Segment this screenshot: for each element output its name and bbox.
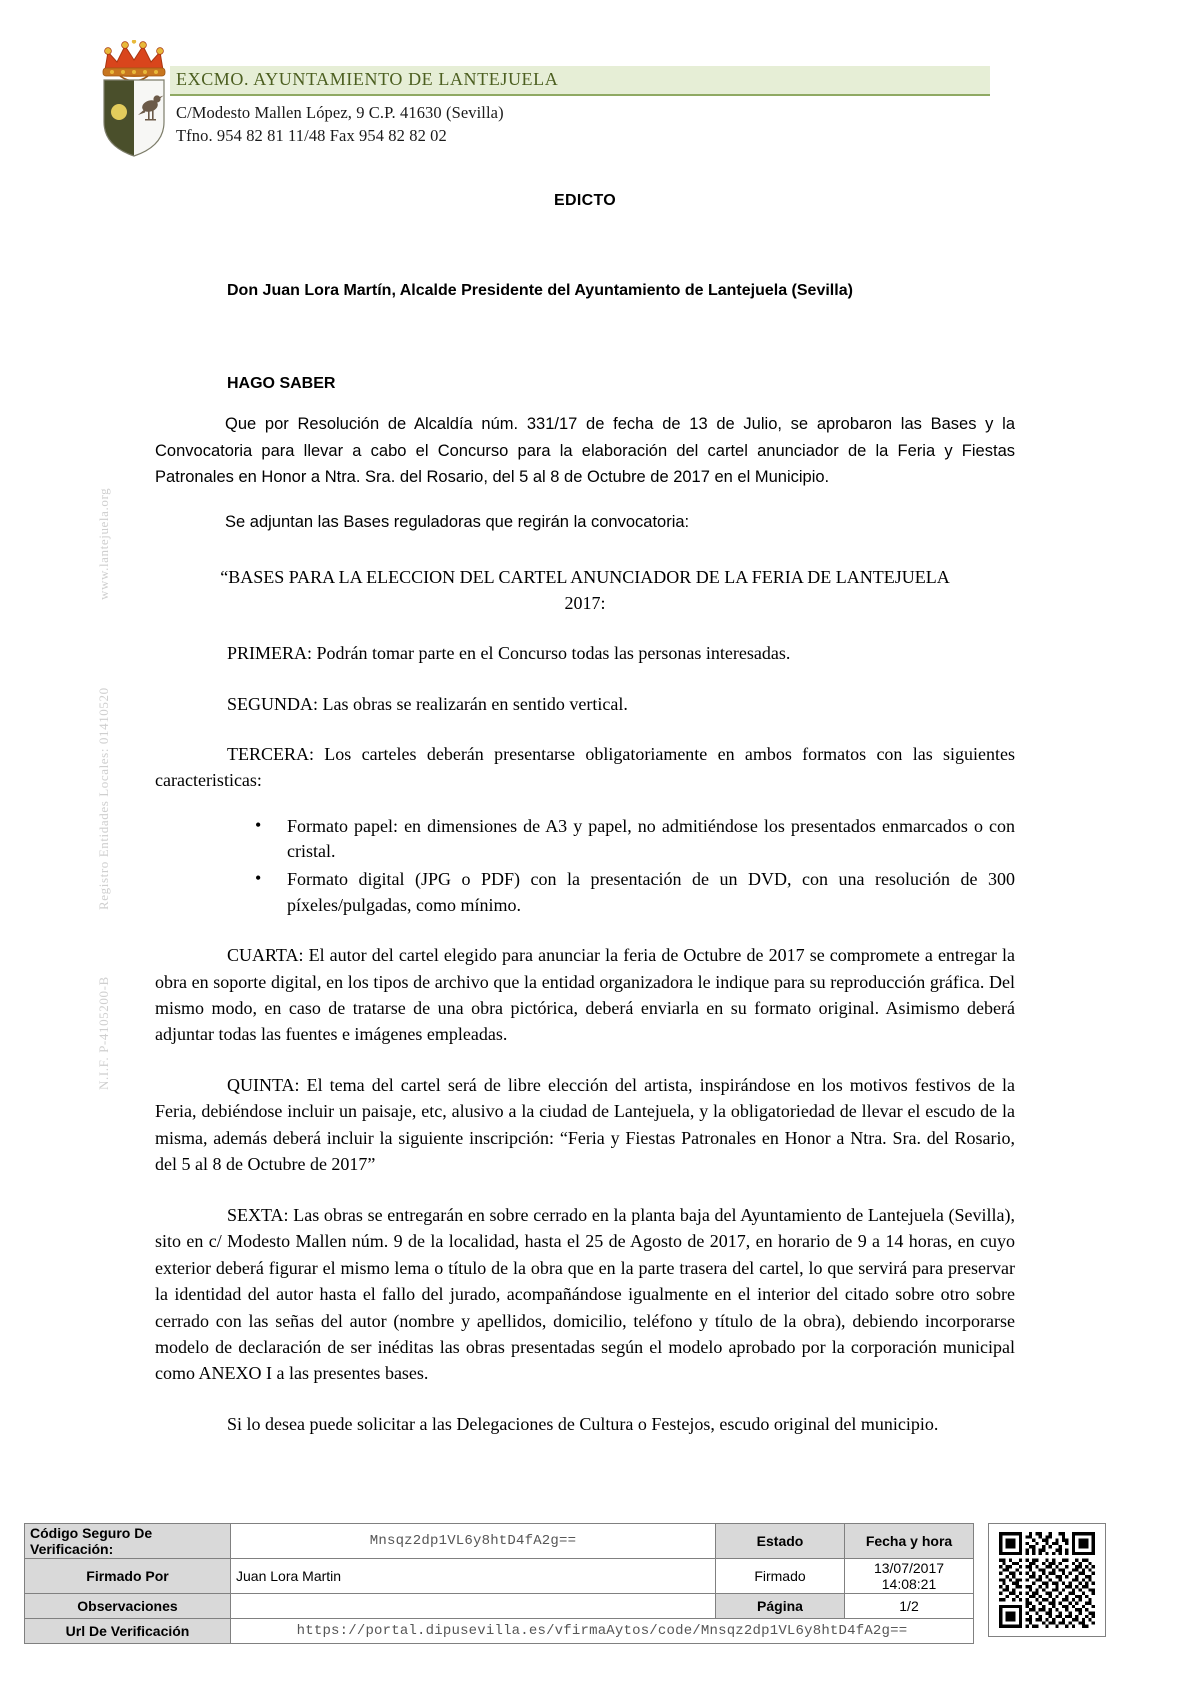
format-requirements-list bbox=[155, 814, 1015, 918]
table-row bbox=[25, 1524, 974, 1559]
signed-by-label: Firmado Por bbox=[25, 1559, 231, 1594]
status-label: Estado bbox=[716, 1524, 845, 1559]
clause-cuarta: CUARTA: El autor del cartel elegido para anunciar la feria de Octubre de 2017 se compromete a entregar la obra en soporte digital, en los tipos de archivo que la entidad organizadora le indique para su reproducción gráfica. Del mismo modo, en caso de tratarse de una obra pictórica, deberá enviarla en su formato original. Asimismo deberá adjuntar todas las fuentes e imágenes empleadas. bbox=[155, 945, 1015, 1045]
table-row bbox=[25, 1594, 974, 1619]
clause-primera: PRIMERA: Podrán tomar parte en el Concurso todas las personas interesadas. bbox=[227, 643, 791, 664]
margin-registry: Registro Entidades Locales: 01410520 bbox=[96, 687, 111, 910]
margin-website: www.lantejuela.org bbox=[96, 487, 111, 600]
observations-label: Observaciones bbox=[25, 1594, 231, 1619]
datetime-label: Fecha y hora bbox=[845, 1524, 974, 1559]
closing-paragraph: Si lo desea puede solicitar a las Delegaciones de Cultura o Festejos, escudo original del municipio. bbox=[227, 1413, 939, 1434]
organization-phone: Tfno. 954 82 81 11/48 Fax 954 82 82 02 bbox=[176, 126, 447, 145]
organization-name: EXCMO. AYUNTAMIENTO DE LANTEJUELA bbox=[176, 69, 559, 89]
coat-of-arms-icon bbox=[90, 40, 178, 158]
csv-value: Mnsqz2dp1VL6y8htD4fA2g== bbox=[231, 1524, 716, 1559]
verification-table bbox=[24, 1523, 974, 1644]
observations-value bbox=[231, 1594, 716, 1619]
signed-by-value: Juan Lora Martin bbox=[231, 1559, 716, 1594]
intro-paragraph: Que por Resolución de Alcaldía núm. 331/17 de fecha de 13 de Julio, se aprobaron las Bases y la Convocatoria para llevar a cabo el Concurso para la elaboración del cartel anunciador de la Feria y Fiestas Patronales en Honor a Ntra. Sra. del Rosario, del 5 al 8 de Octubre de 2017 en el Municipio. bbox=[155, 415, 1015, 487]
list-item: • Formato digital (JPG o PDF) con la presentación de un DVD, con una resolución de 300 píxeles/pulgadas, como mínimo. bbox=[287, 867, 1015, 918]
mayor-line: Don Juan Lora Martín, Alcalde Presidente del Ayuntamiento de Lantejuela (Sevilla) bbox=[227, 282, 853, 299]
organization-address: C/Modesto Mallen López, 9 C.P. 41630 (Sevilla) bbox=[176, 103, 504, 122]
bases-title: “BASES PARA LA ELECCION DEL CARTEL ANUNCIADOR DE LA FERIA DE LANTEJUELA 2017: bbox=[220, 566, 950, 613]
url-value: https://portal.dipusevilla.es/vfirmaAytos/code/Mnsqz2dp1VL6y8htD4fA2g== bbox=[231, 1619, 974, 1644]
page-title: EDICTO bbox=[554, 192, 616, 209]
csv-label: Código Seguro De Verificación: bbox=[25, 1524, 231, 1559]
clause-quinta: QUINTA: El tema del cartel será de libre elección del artista, inspirándose en los motivos festivos de la Feria, debiéndose incluir un paisaje, etc, alusivo a la ciudad de Lantejuela, y la obligatoriedad de llevar el escudo de la misma, además deberá incluir la siguiente inscripción: “Feria y Fiestas Patronales en Honor a Ntra. Sra. del Rosario, del 5 al 8 de Octubre de 2017” bbox=[155, 1074, 1015, 1175]
attachment-paragraph: Se adjuntan las Bases reguladoras que regirán la convocatoria: bbox=[225, 513, 690, 532]
qr-code-icon bbox=[999, 1532, 1095, 1628]
verification-footer bbox=[24, 1523, 1166, 1644]
margin-nif: N.I.F. P-4105200-B bbox=[96, 976, 111, 1090]
clause-sexta: SEXTA: Las obras se entregarán en sobre cerrado en la planta baja del Ayuntamiento de Lantejuela (Sevilla), sito en c/ Modesto Mallen núm. 9 de la localidad, hasta el 25 de Agosto de 2017, en horario de 9 a 14 horas, en cuyo exterior deberá figurar el mismo lema o título de la obra que en la parte trasera del cartel, lo que servirá para preservar la identidad del autor hasta el fallo del jurado, acompañándose igualmente en el interior del citado sobre otro sobre cerrado con las señas del autor (nombre y apellidos, domicilio, teléfono y título de la obra), debiendo incorporarse modelo de declaración de ser inéditas las obras presentadas según el modelo aprobado por la corporación municipal como ANEXO I a las presentes bases. bbox=[155, 1204, 1015, 1384]
table-row bbox=[25, 1619, 974, 1644]
list-item: • Formato papel: en dimensiones de A3 y papel, no admitiéndose los presentados enmarcados o con cristal. bbox=[287, 814, 1015, 865]
url-label: Url De Verificación bbox=[25, 1619, 231, 1644]
table-row bbox=[25, 1559, 974, 1594]
page-value: 1/2 bbox=[845, 1594, 974, 1619]
status-value: Firmado bbox=[716, 1559, 845, 1594]
qr-code-container bbox=[988, 1523, 1106, 1637]
hago-saber-heading: HAGO SABER bbox=[227, 375, 336, 392]
clause-tercera: TERCERA: Los carteles deberán presentarse obligatoriamente en ambos formatos con las siguientes caracteristicas: bbox=[155, 743, 1015, 791]
page-label: Página bbox=[716, 1594, 845, 1619]
document-body bbox=[155, 182, 1015, 1437]
clause-segunda: SEGUNDA: Las obras se realizarán en sentido vertical. bbox=[227, 693, 628, 714]
document-header bbox=[0, 0, 1190, 175]
datetime-value: 13/07/2017 14:08:21 bbox=[845, 1559, 974, 1594]
